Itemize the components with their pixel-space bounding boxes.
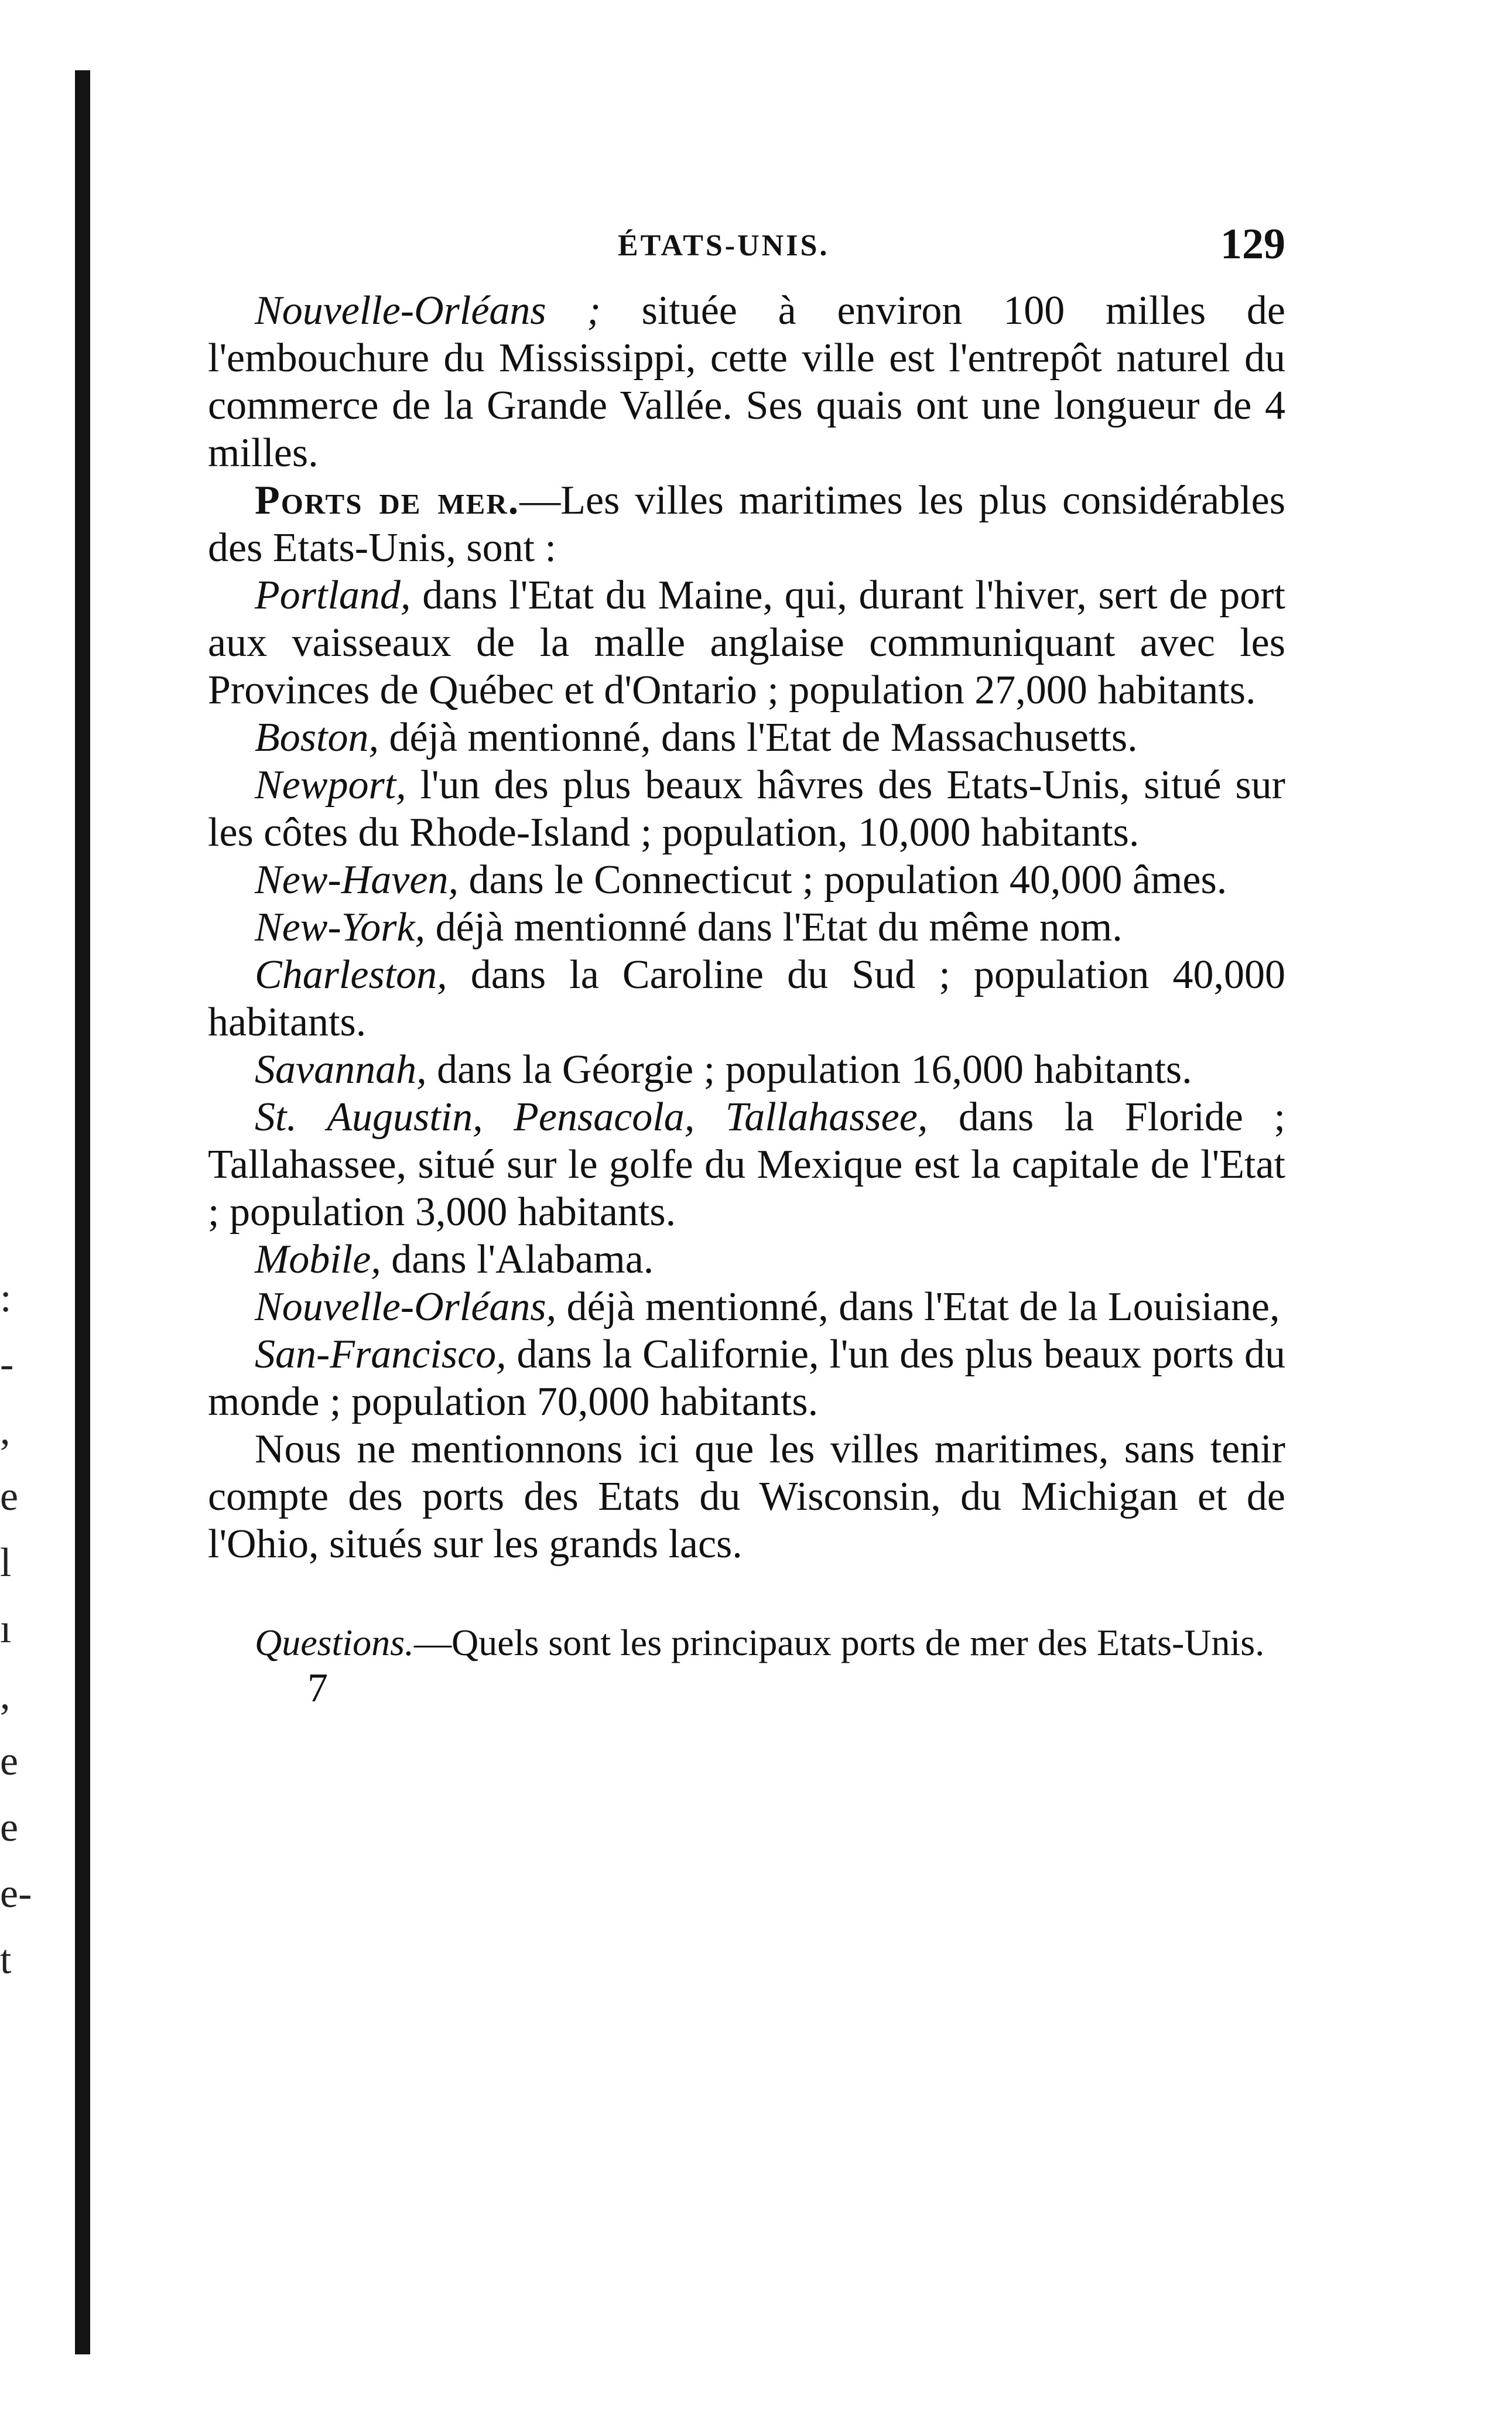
margin-fragment: - [0, 1342, 14, 1387]
margin-fragment: t [0, 1937, 12, 1982]
margin-fragment: e [0, 1739, 19, 1784]
paragraph-lead: Nouvelle-Orléans, [255, 1284, 557, 1329]
paragraph-text: déjà mentionné dans l'Etat du même nom. [425, 905, 1123, 950]
question-text: —Quels sont les principaux ports de mer des Etats-Unis. [414, 1622, 1265, 1663]
paragraph-lead: Newport, [255, 763, 406, 808]
paragraph-text: l'un des plus beaux hâvres des Etats-Unis, situé sur les côtes du Rhode-Island ; population, 10,000 habitants. [208, 763, 1285, 855]
margin-fragment: : [0, 1276, 12, 1321]
body-text [208, 287, 1285, 1568]
paragraph-lead: Boston, [255, 715, 379, 760]
paragraph-text: dans la Géorgie ; population 16,000 habitants. [426, 1047, 1192, 1092]
section-heading: Ports de mer. [255, 478, 520, 523]
paragraph-lead: New-York, [255, 905, 426, 950]
questions-label: Questions. [255, 1622, 414, 1663]
margin-fragment: ı [0, 1606, 12, 1652]
paragraph-lead: Charleston, [255, 952, 447, 997]
paragraph [208, 856, 1285, 904]
paragraph-text: —Les villes maritimes les plus considérables des Etats-Unis, sont : [208, 478, 1285, 570]
paragraph-lead: Savannah, [255, 1047, 427, 1092]
paragraph [208, 1046, 1285, 1093]
paragraph [208, 1331, 1285, 1426]
paragraph [208, 287, 1285, 477]
margin-fragment: l [0, 1540, 12, 1585]
paragraph-text: dans la Floride ; Tallahassee, situé sur le golfe du Mexique est la capitale de l'Etat ; population 3,000 habitants. [208, 1095, 1285, 1235]
binding-edge [75, 70, 90, 2354]
paragraph-lead: St. Augustin, Pensacola, Tallahassee, [255, 1095, 928, 1140]
book-page [208, 217, 1285, 1712]
paragraph-text: dans la Californie, l'un des plus beaux ports du monde ; population 70,000 habitants. [208, 1332, 1285, 1424]
paragraph-text: dans l'Etat du Maine, qui, durant l'hiver, sert de port aux vaisseaux de la malle anglaise communiquant avec les Provinces de Québec et d'Ontario ; population 27,000 habitants. [208, 573, 1285, 713]
paragraph [208, 951, 1285, 1046]
paragraph-text: dans la Caroline du Sud ; population 40,000 habitants. [208, 952, 1285, 1045]
questions-block [208, 1621, 1285, 1665]
margin-fragment: , [0, 1408, 11, 1453]
paragraph-text: déjà mentionné, dans l'Etat de Massachusetts. [378, 715, 1138, 760]
paragraph-text: dans l'Alabama. [381, 1237, 654, 1282]
paragraph [208, 477, 1285, 572]
paragraph [208, 1426, 1285, 1568]
paragraph-lead: Mobile, [255, 1237, 381, 1282]
paragraph [208, 904, 1285, 951]
margin-fragment: e [0, 1805, 19, 1850]
paragraph-text: dans le Connecticut ; population 40,000 âmes. [458, 857, 1227, 903]
paragraph [208, 714, 1285, 761]
adjacent-page-fragments [0, 1265, 41, 1993]
paragraph [208, 1283, 1285, 1331]
running-head [208, 217, 1285, 287]
paragraph-text: Nous ne mentionnons ici que les villes maritimes, sans tenir compte des ports des Etats du Wisconsin, du Michigan et de l'Ohio, situés sur les grands lacs. [208, 1427, 1285, 1567]
signature-mark: 7 [307, 1666, 328, 1711]
paragraph [208, 1236, 1285, 1283]
margin-fragment: e- [0, 1871, 32, 1916]
paragraph-lead: New-Haven, [255, 857, 459, 903]
question [208, 1621, 1285, 1665]
paragraph-lead: San-Francisco, [255, 1332, 507, 1377]
paragraph-lead: Portland, [255, 573, 411, 618]
paragraph [208, 572, 1285, 714]
paragraph-text: située à environ 100 milles de l'embouchure du Mississippi, cette ville est l'entrepôt naturel du commerce de la Grande Vallée. Ses quais ont une longueur de 4 milles. [208, 288, 1285, 476]
paragraph [208, 1093, 1285, 1236]
page-number: 129 [1220, 220, 1285, 268]
running-head-title: ÉTATS-UNIS. [618, 229, 830, 262]
paragraph-text: déjà mentionné, dans l'Etat de la Louisiane, [556, 1284, 1280, 1329]
margin-fragment: e [0, 1474, 19, 1519]
margin-fragment: , [0, 1673, 11, 1718]
paragraph [208, 761, 1285, 856]
paragraph-lead: Nouvelle-Orléans ; [255, 288, 601, 333]
